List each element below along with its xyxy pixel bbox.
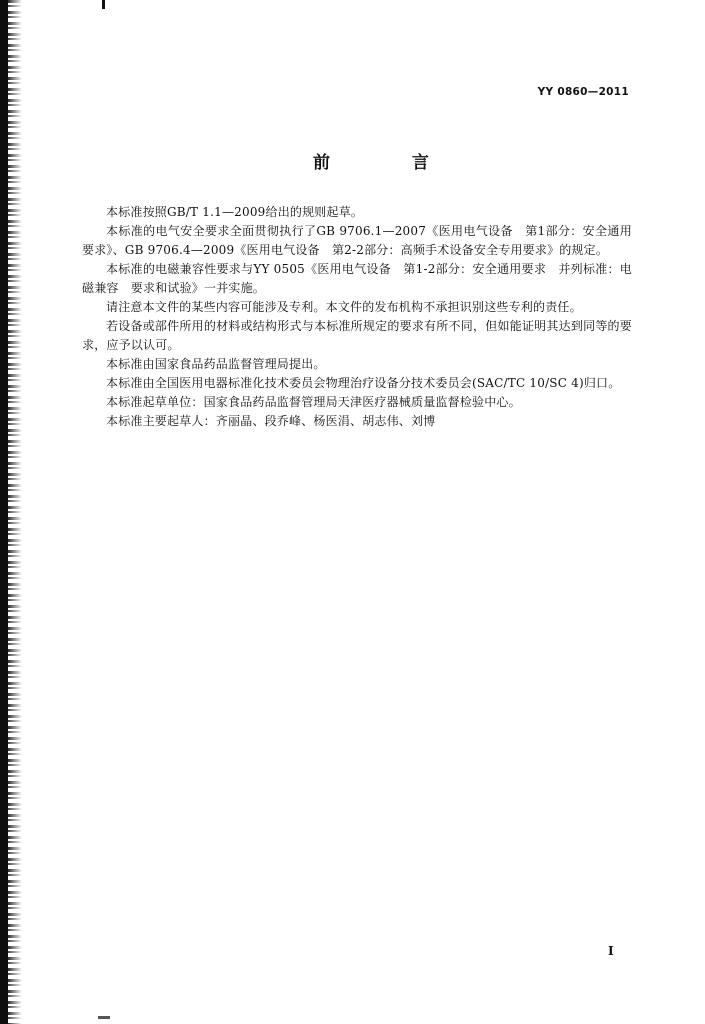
foreword-body [82, 203, 632, 431]
scan-top-mark [102, 0, 105, 9]
paragraph-drafters: 本标准主要起草人：齐丽晶、段乔峰、杨医涓、胡志伟、刘博 [106, 414, 436, 428]
standard-code: YY 0860—2011 [537, 86, 629, 98]
paragraph-proposed-by: 本标准由国家食品药品监督管理局提出。 [106, 357, 326, 371]
paragraph-technical-committee: 本标准由全国医用电器标准化技术委员会物理治疗设备分技术委员会(SAC/TC 10/SC 4)归口。 [106, 376, 621, 390]
paragraph-drafting-rules: 本标准按照GB/T 1.1—2009给出的规则起草。 [106, 205, 364, 219]
paragraph-electrical-safety: 本标准的电气安全要求全面贯彻执行了GB 9706.1—2007《医用电气设备 第1部分：安全通用要求》、GB 9706.4—2009《医用电气设备 第2-2部分：高频手术设备安全专用要求》的规定。 [82, 224, 632, 257]
page-number: I [608, 944, 614, 958]
paragraph-equivalence: 若设备或部件所用的材料或结构形式与本标准所规定的要求有所不同，但如能证明其达到同等的要求，应予以认可。 [82, 319, 632, 352]
paragraph-emc: 本标准的电磁兼容性要求与YY 0505《医用电气设备 第1-2部分：安全通用要求 并列标准：电磁兼容 要求和试验》一并实施。 [82, 262, 632, 295]
paragraph-patent-notice: 请注意本文件的某些内容可能涉及专利。本文件的发布机构不承担识别这些专利的责任。 [106, 300, 582, 314]
paragraph-drafting-organization: 本标准起草单位：国家食品药品监督管理局天津医疗器械质量监督检验中心。 [106, 395, 521, 409]
scan-bottom-mark [98, 1016, 110, 1019]
page-title: 前 言 [313, 153, 467, 173]
scan-binding-shadow [0, 0, 8, 1024]
